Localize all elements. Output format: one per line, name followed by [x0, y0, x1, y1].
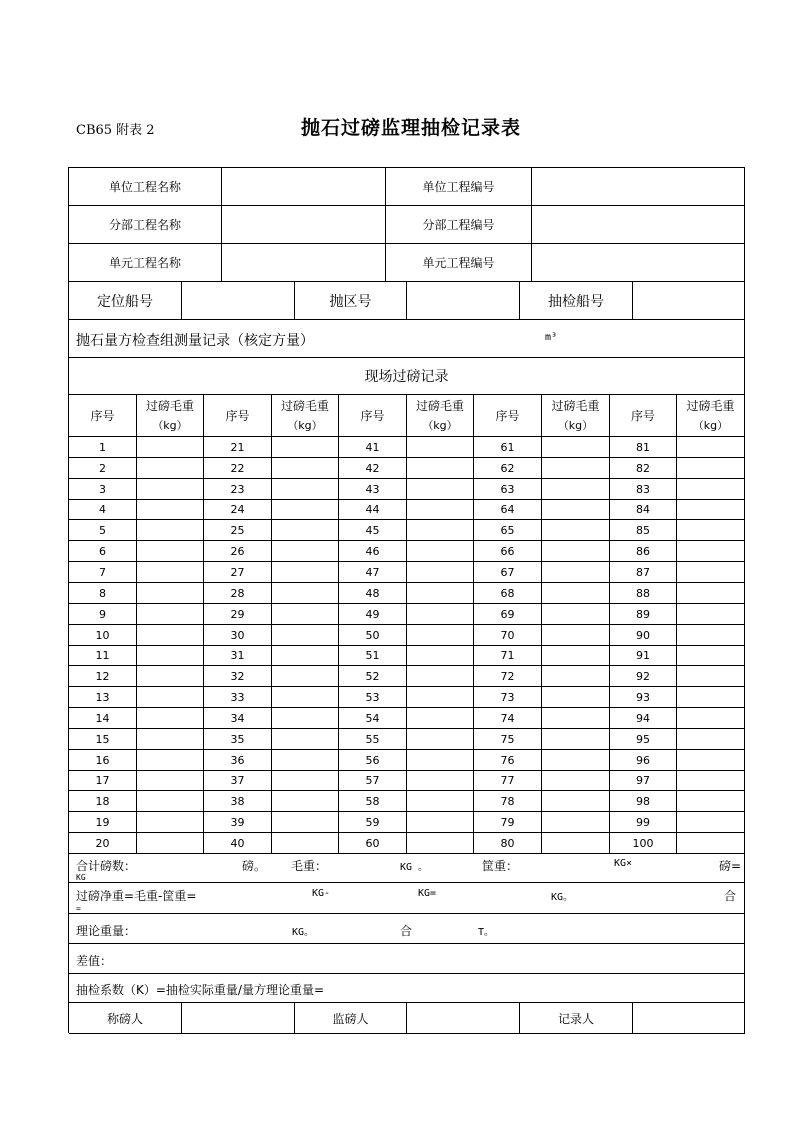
weight-cell[interactable] [272, 646, 339, 665]
weight-cell[interactable] [542, 541, 610, 561]
seq-cell: 15 [69, 729, 137, 749]
seq-cell: 37 [204, 771, 272, 790]
seq-cell: 76 [474, 750, 542, 770]
weight-header: 过磅毛重 （kg） [272, 395, 339, 436]
seq-cell: 82 [610, 458, 677, 478]
section-title-row [69, 358, 745, 395]
seq-cell: 67 [474, 562, 542, 582]
weight-header: 过磅毛重 （kg） [542, 395, 610, 436]
diff-row [69, 944, 745, 974]
weight-cell[interactable] [137, 771, 204, 790]
net-eq-cut: = [76, 904, 81, 913]
weight-cell[interactable] [542, 479, 610, 499]
weight-cell[interactable] [542, 583, 610, 603]
volume-row [69, 320, 745, 358]
seq-cell: 12 [69, 666, 137, 686]
seq-cell: 55 [339, 729, 407, 749]
seq-cell: 23 [204, 479, 272, 499]
dump-zone-field[interactable] [407, 282, 520, 319]
seq-cell: 26 [204, 541, 272, 561]
seq-cell: 66 [474, 541, 542, 561]
seq-cell: 42 [339, 458, 407, 478]
weight-cell[interactable] [407, 604, 474, 624]
weight-cell[interactable] [542, 437, 610, 457]
weight-cell[interactable] [677, 520, 745, 540]
weight-cell[interactable] [677, 479, 745, 499]
recorder-label: 记录人 [520, 1003, 633, 1033]
weight-cell[interactable] [677, 729, 745, 749]
seq-cell: 95 [610, 729, 677, 749]
seq-cell: 71 [474, 646, 542, 665]
seq-cell: 22 [204, 458, 272, 478]
weight-cell[interactable] [677, 625, 745, 645]
seq-cell: 2 [69, 458, 137, 478]
weight-cell[interactable] [137, 687, 204, 707]
weight-cell[interactable] [407, 812, 474, 832]
weight-cell[interactable] [677, 458, 745, 478]
recorder-field[interactable] [633, 1003, 745, 1033]
coefficient-label: 抽检系数（K）=抽检实际重量/量方理论重量= [76, 983, 325, 997]
seq-header: 序号 [610, 395, 677, 436]
gross-kg: KG 。 [400, 862, 429, 873]
weight-cell[interactable] [677, 812, 745, 832]
weight-cell[interactable] [137, 604, 204, 624]
seq-cell: 89 [610, 604, 677, 624]
weight-cell[interactable] [137, 583, 204, 603]
net-label: 过磅净重=毛重-筐重= [76, 889, 197, 903]
seq-cell: 70 [474, 625, 542, 645]
seq-cell: 43 [339, 479, 407, 499]
weight-header: 过磅毛重 （kg） [137, 395, 204, 436]
weight-cell[interactable] [407, 583, 474, 603]
weight-cell[interactable] [407, 833, 474, 853]
seq-cell: 14 [69, 708, 137, 728]
seq-cell: 47 [339, 562, 407, 582]
weight-cell[interactable] [272, 625, 339, 645]
seq-cell: 77 [474, 771, 542, 790]
record-row [69, 458, 745, 479]
seq-cell: 90 [610, 625, 677, 645]
seq-cell: 73 [474, 687, 542, 707]
unit-project-name-label: 单位工程名称 [69, 168, 222, 205]
diff-label: 差值： [76, 954, 113, 968]
weight-cell[interactable] [137, 437, 204, 457]
weight-cell[interactable] [542, 666, 610, 686]
check-ship-label: 抽检船号 [520, 282, 633, 319]
seq-cell: 20 [69, 833, 137, 853]
seq-cell: 17 [69, 771, 137, 790]
check-ship-field[interactable] [633, 282, 745, 319]
weight-cell[interactable] [272, 708, 339, 728]
weight-cell[interactable] [272, 771, 339, 790]
coefficient-row [69, 974, 745, 1003]
weight-cell[interactable] [137, 500, 204, 519]
weight-cell[interactable] [407, 666, 474, 686]
seq-cell: 87 [610, 562, 677, 582]
weight-cell[interactable] [137, 520, 204, 540]
supervisor-label: 监磅人 [295, 1003, 407, 1033]
record-row [69, 791, 745, 812]
weight-cell[interactable] [542, 520, 610, 540]
basket-kg: KG× [614, 858, 633, 869]
seq-cell: 6 [69, 541, 137, 561]
weight-cell[interactable] [272, 833, 339, 853]
record-row [69, 771, 745, 791]
theory-label: 理论重量： [76, 924, 137, 938]
signature-row [69, 1003, 745, 1034]
seq-cell: 83 [610, 479, 677, 499]
net-he: 合 [724, 889, 737, 903]
sub-project-no-field[interactable] [532, 206, 745, 243]
seq-cell: 91 [610, 646, 677, 665]
weight-cell[interactable] [542, 771, 610, 790]
pounds-unit: 磅。 [242, 859, 267, 873]
seq-cell: 32 [204, 666, 272, 686]
seq-cell: 51 [339, 646, 407, 665]
seq-cell: 63 [474, 479, 542, 499]
weight-cell[interactable] [542, 833, 610, 853]
weight-cell[interactable] [272, 541, 339, 561]
seq-cell: 92 [610, 666, 677, 686]
seq-cell: 7 [69, 562, 137, 582]
seq-cell: 19 [69, 812, 137, 832]
sub-project-name-label: 分部工程名称 [69, 206, 222, 243]
locate-ship-field[interactable] [182, 282, 295, 319]
seq-cell: 45 [339, 520, 407, 540]
weight-cell[interactable] [542, 604, 610, 624]
info-row [69, 168, 745, 206]
record-row [69, 729, 745, 750]
seq-cell: 1 [69, 437, 137, 457]
sub-project-no-label: 分部工程编号 [386, 206, 532, 243]
record-row [69, 583, 745, 604]
weight-cell[interactable] [542, 750, 610, 770]
theory-t: T。 [478, 927, 495, 938]
weight-cell[interactable] [407, 500, 474, 519]
weight-cell[interactable] [542, 458, 610, 478]
seq-cell: 41 [339, 437, 407, 457]
seq-cell: 62 [474, 458, 542, 478]
weight-cell[interactable] [542, 729, 610, 749]
net-kg-eq: KG= [418, 888, 437, 899]
weight-cell[interactable] [137, 666, 204, 686]
seq-cell: 4 [69, 500, 137, 519]
seq-cell: 93 [610, 687, 677, 707]
weight-cell[interactable] [137, 625, 204, 645]
seq-cell: 40 [204, 833, 272, 853]
record-row [69, 750, 745, 771]
seq-cell: 97 [610, 771, 677, 790]
seq-cell: 74 [474, 708, 542, 728]
weight-cell[interactable] [542, 791, 610, 811]
record-row [69, 541, 745, 562]
weight-cell[interactable] [407, 708, 474, 728]
seq-cell: 100 [610, 833, 677, 853]
seq-cell: 18 [69, 791, 137, 811]
weight-cell[interactable] [407, 687, 474, 707]
record-row [69, 437, 745, 458]
page-title: 抛石过磅监理抽检记录表 [300, 117, 521, 139]
seq-cell: 69 [474, 604, 542, 624]
weight-cell[interactable] [677, 687, 745, 707]
seq-cell: 49 [339, 604, 407, 624]
ship-row [69, 282, 745, 320]
volume-unit: m³ [545, 332, 558, 343]
weight-cell[interactable] [407, 458, 474, 478]
seq-cell: 10 [69, 625, 137, 645]
seq-cell: 88 [610, 583, 677, 603]
weight-cell[interactable] [407, 479, 474, 499]
total-row [69, 854, 745, 883]
seq-cell: 16 [69, 750, 137, 770]
locate-ship-label: 定位船号 [69, 282, 182, 319]
seq-cell: 3 [69, 479, 137, 499]
record-row [69, 479, 745, 500]
seq-header: 序号 [69, 395, 137, 436]
seq-cell: 38 [204, 791, 272, 811]
weight-cell[interactable] [272, 729, 339, 749]
weight-cell[interactable] [677, 604, 745, 624]
weigher-label: 称磅人 [69, 1003, 182, 1033]
pound-eq: 磅= [719, 859, 742, 873]
weight-cell[interactable] [542, 646, 610, 665]
weight-header: 过磅毛重 （kg） [677, 395, 745, 436]
record-header-row [69, 395, 745, 437]
seq-cell: 94 [610, 708, 677, 728]
seq-cell: 35 [204, 729, 272, 749]
weight-cell[interactable] [272, 562, 339, 582]
weight-cell[interactable] [137, 479, 204, 499]
record-row [69, 812, 745, 833]
weight-cell[interactable] [677, 646, 745, 665]
record-row [69, 833, 745, 854]
weight-cell[interactable] [407, 646, 474, 665]
seq-cell: 25 [204, 520, 272, 540]
gross-label: 毛重： [291, 859, 328, 873]
seq-cell: 31 [204, 646, 272, 665]
net-weight-row [69, 883, 745, 914]
document-code: CB65 附表 2 [76, 123, 155, 138]
element-project-no-field[interactable] [532, 244, 745, 281]
seq-header: 序号 [204, 395, 272, 436]
net-kg-minus: KG- [312, 888, 331, 899]
seq-cell: 24 [204, 500, 272, 519]
record-row [69, 666, 745, 687]
seq-cell: 64 [474, 500, 542, 519]
weight-cell[interactable] [272, 791, 339, 811]
seq-cell: 29 [204, 604, 272, 624]
weight-cell[interactable] [677, 541, 745, 561]
weight-cell[interactable] [407, 750, 474, 770]
record-row [69, 625, 745, 646]
weight-cell[interactable] [677, 771, 745, 790]
record-row [69, 500, 745, 520]
weight-cell[interactable] [272, 666, 339, 686]
record-row [69, 520, 745, 541]
info-row [69, 244, 745, 282]
theory-row [69, 914, 745, 944]
weight-cell[interactable] [407, 771, 474, 790]
seq-cell: 50 [339, 625, 407, 645]
weight-cell[interactable] [542, 812, 610, 832]
seq-cell: 30 [204, 625, 272, 645]
weight-cell[interactable] [272, 583, 339, 603]
seq-cell: 81 [610, 437, 677, 457]
seq-cell: 72 [474, 666, 542, 686]
seq-cell: 59 [339, 812, 407, 832]
seq-cell: 8 [69, 583, 137, 603]
weight-cell[interactable] [272, 500, 339, 519]
seq-cell: 33 [204, 687, 272, 707]
seq-cell: 54 [339, 708, 407, 728]
seq-cell: 39 [204, 812, 272, 832]
weight-cell[interactable] [137, 750, 204, 770]
weight-cell[interactable] [137, 541, 204, 561]
seq-cell: 56 [339, 750, 407, 770]
weight-cell[interactable] [137, 791, 204, 811]
seq-cell: 84 [610, 500, 677, 519]
weight-cell[interactable] [272, 604, 339, 624]
record-row [69, 708, 745, 729]
theory-kg: KG。 [292, 927, 315, 938]
seq-cell: 46 [339, 541, 407, 561]
weight-cell[interactable] [272, 750, 339, 770]
weight-cell[interactable] [272, 687, 339, 707]
seq-cell: 60 [339, 833, 407, 853]
theory-he: 合 [400, 924, 413, 938]
weight-cell[interactable] [542, 687, 610, 707]
weight-cell[interactable] [677, 791, 745, 811]
seq-cell: 13 [69, 687, 137, 707]
net-kg-period: KG。 [551, 892, 574, 903]
weight-cell[interactable] [137, 646, 204, 665]
seq-cell: 78 [474, 791, 542, 811]
weight-header: 过磅毛重 （kg） [407, 395, 474, 436]
seq-cell: 34 [204, 708, 272, 728]
weight-cell[interactable] [542, 708, 610, 728]
weight-cell[interactable] [407, 562, 474, 582]
seq-cell: 86 [610, 541, 677, 561]
weight-cell[interactable] [677, 708, 745, 728]
seq-cell: 65 [474, 520, 542, 540]
seq-cell: 98 [610, 791, 677, 811]
seq-cell: 99 [610, 812, 677, 832]
weight-cell[interactable] [677, 666, 745, 686]
section-title: 现场过磅记录 [69, 358, 745, 394]
seq-cell: 36 [204, 750, 272, 770]
seq-cell: 80 [474, 833, 542, 853]
seq-cell: 58 [339, 791, 407, 811]
seq-cell: 75 [474, 729, 542, 749]
weight-cell[interactable] [137, 812, 204, 832]
info-row [69, 206, 745, 244]
unit-project-no-label: 单位工程编号 [386, 168, 532, 205]
seq-cell: 48 [339, 583, 407, 603]
seq-cell: 85 [610, 520, 677, 540]
seq-cell: 52 [339, 666, 407, 686]
basket-label: 筐重： [482, 859, 519, 873]
weight-cell[interactable] [272, 437, 339, 457]
dump-zone-label: 抛区号 [295, 282, 407, 319]
record-row [69, 687, 745, 708]
weight-cell[interactable] [272, 812, 339, 832]
total-kg-cut: KG [76, 873, 86, 882]
volume-label: 抛石量方检查组测量记录（核定方量） [76, 333, 314, 349]
seq-header: 序号 [339, 395, 407, 436]
seq-cell: 96 [610, 750, 677, 770]
element-project-no-label: 单元工程编号 [386, 244, 532, 281]
seq-cell: 5 [69, 520, 137, 540]
record-form [68, 167, 745, 1033]
seq-cell: 28 [204, 583, 272, 603]
total-label: 合计磅数： [76, 859, 137, 873]
weight-cell[interactable] [137, 729, 204, 749]
record-row [69, 562, 745, 583]
unit-project-no-field[interactable] [532, 168, 745, 205]
weight-cell[interactable] [137, 458, 204, 478]
weight-cell[interactable] [272, 458, 339, 478]
unit-project-name-field[interactable] [222, 168, 386, 205]
seq-cell: 9 [69, 604, 137, 624]
seq-cell: 11 [69, 646, 137, 665]
record-row [69, 646, 745, 666]
seq-cell: 53 [339, 687, 407, 707]
weight-cell[interactable] [542, 562, 610, 582]
weight-cell[interactable] [272, 520, 339, 540]
weight-cell[interactable] [407, 437, 474, 457]
seq-cell: 21 [204, 437, 272, 457]
weight-cell[interactable] [677, 500, 745, 519]
weight-cell[interactable] [542, 500, 610, 519]
weight-cell[interactable] [407, 541, 474, 561]
seq-cell: 68 [474, 583, 542, 603]
supervisor-field[interactable] [407, 1003, 520, 1033]
weight-cell[interactable] [137, 562, 204, 582]
weight-cell[interactable] [407, 729, 474, 749]
weight-cell[interactable] [272, 479, 339, 499]
seq-cell: 57 [339, 771, 407, 790]
weight-cell[interactable] [677, 750, 745, 770]
weight-cell[interactable] [677, 833, 745, 853]
seq-cell: 79 [474, 812, 542, 832]
element-project-name-field[interactable] [222, 244, 386, 281]
seq-cell: 61 [474, 437, 542, 457]
weight-cell[interactable] [677, 583, 745, 603]
sub-project-name-field[interactable] [222, 206, 386, 243]
weight-cell[interactable] [542, 625, 610, 645]
weight-cell[interactable] [407, 625, 474, 645]
seq-cell: 44 [339, 500, 407, 519]
element-project-name-label: 单元工程名称 [69, 244, 222, 281]
weight-cell[interactable] [137, 708, 204, 728]
seq-header: 序号 [474, 395, 542, 436]
weight-cell[interactable] [677, 562, 745, 582]
weight-cell[interactable] [407, 520, 474, 540]
weight-cell[interactable] [677, 437, 745, 457]
weight-cell[interactable] [407, 791, 474, 811]
weigher-field[interactable] [182, 1003, 295, 1033]
record-row [69, 604, 745, 625]
weight-cell[interactable] [137, 833, 204, 853]
seq-cell: 27 [204, 562, 272, 582]
